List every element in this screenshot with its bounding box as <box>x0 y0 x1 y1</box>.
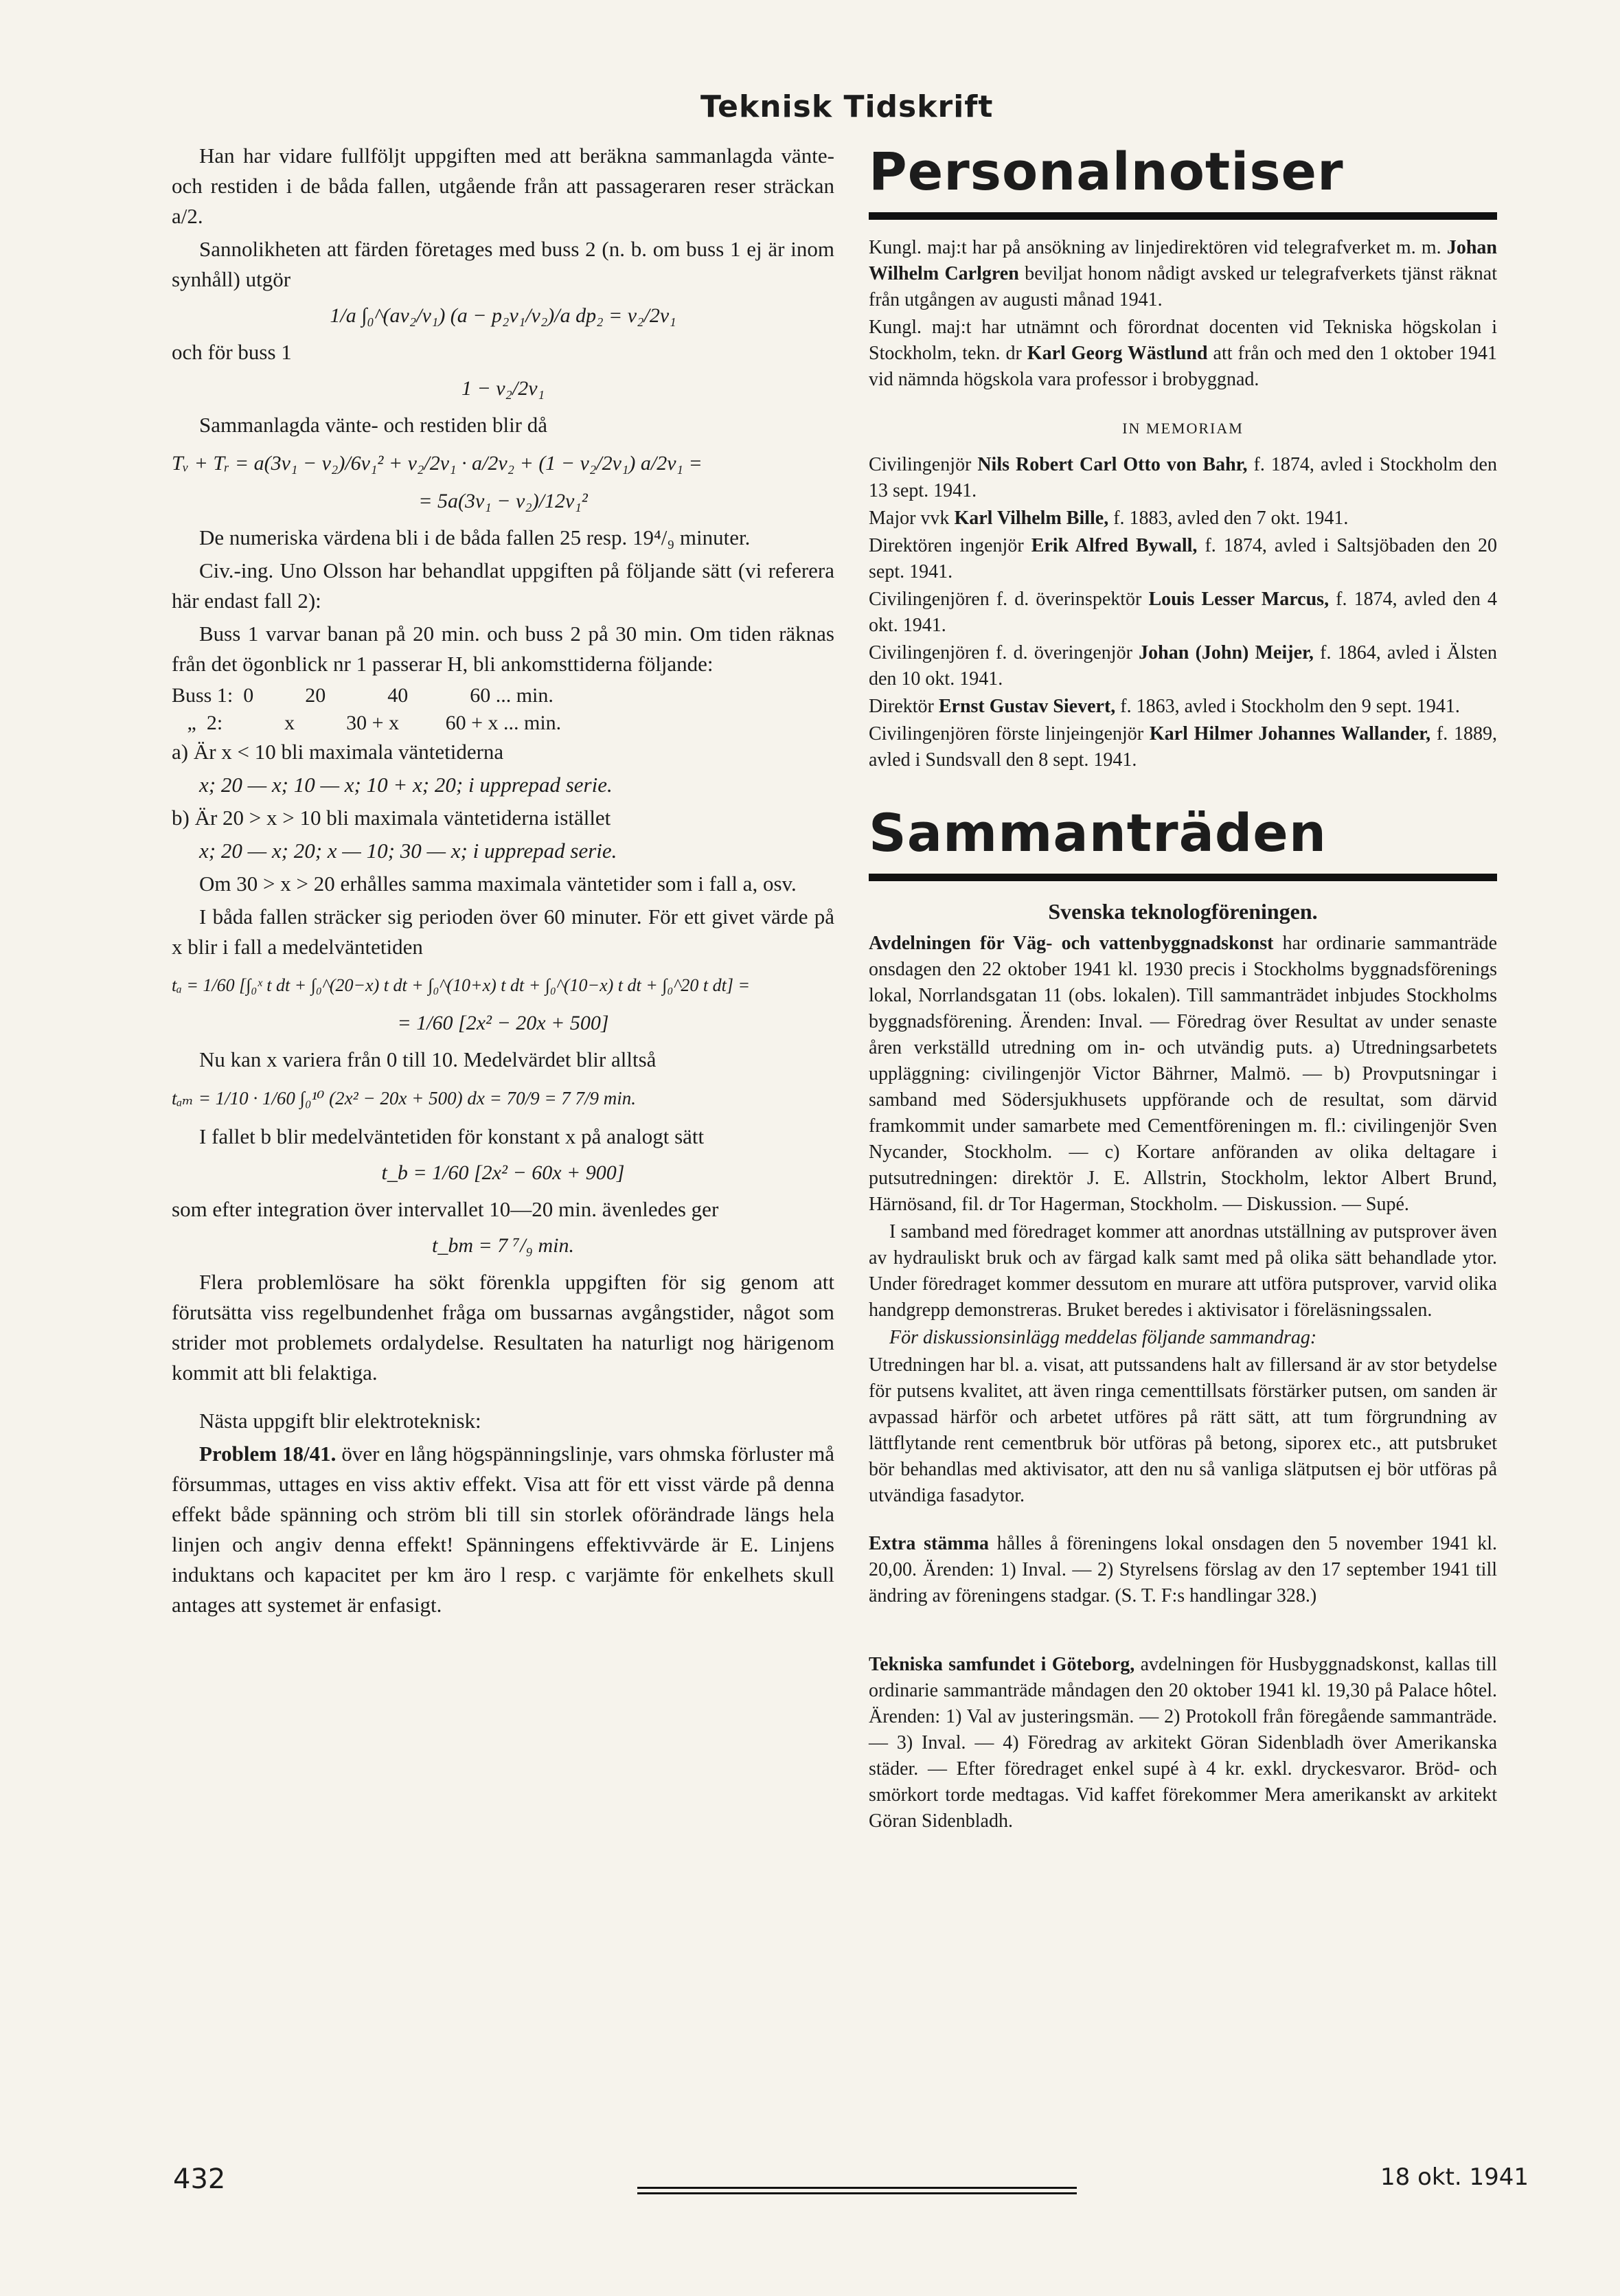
meeting-notice: Utredningen har bl. a. visat, att putssandens halt av fillersand är av stor betydelse för putsens kvalitet, att även ringa cementtillsats förstärker putsen, om sanden är avpassad härför och arbetet utföres på rätt sätt, att tum förgrundning av lättflytande rent cementbruk bör utföras på betong, siporex etc., att putsbruket bör behandlas med aktivisator, att den nu så vanliga slätputsen ej bör utföras på utvändiga fasadytor. <box>869 1354 1497 1506</box>
notice-text: beviljat honom nådigt avsked ur telegrafverkets tjänst räknat från utgången av augusti månad 1941. <box>869 263 1497 310</box>
obituary <box>869 640 1497 692</box>
section-rule <box>869 212 1497 220</box>
paragraph: och för buss 1 <box>172 340 292 364</box>
journal-title: Teknisk Tidskrift <box>700 89 994 124</box>
obituary-text: Civilingenjören f. d. överinspektör <box>869 589 1149 610</box>
obituary <box>869 505 1497 532</box>
obituary-text: Civilingenjören förste linjeingenjör <box>869 723 1150 745</box>
notice-text: Kungl. maj:t har på ansökning av linjedirektören vid telegrafverket m. m. <box>869 237 1447 258</box>
paragraph: Nästa uppgift blir elektroteknisk: <box>199 1409 481 1433</box>
obituary <box>869 533 1497 585</box>
paragraph: b) Är 20 > x > 10 bli maximala väntetiderna istället <box>172 806 611 830</box>
arrival-row: „ 2: x 30 + x 60 + x ... min. <box>172 712 562 734</box>
obituary <box>869 587 1497 639</box>
person-name: Johan (John) Meijer, <box>1139 642 1314 663</box>
paragraph: Sannolikheten att färden företages med buss 2 (n. b. om buss 1 ej är inom synhåll) utgör <box>172 237 834 291</box>
paragraph: Buss 1 varvar banan på 20 min. och buss 2 på 30 min. Om tiden räknas från det ögonblick nr 1 passerar H, bli ankomsttiderna följande: <box>172 622 834 676</box>
equation: = 1/60 [2x² − 20x + 500] <box>397 1012 609 1034</box>
organization-heading: Svenska teknologföreningen. <box>1048 899 1318 924</box>
paragraph: som efter integration över intervallet 10—20 min. ävenledes ger <box>172 1197 719 1221</box>
obituary-text: f. 1863, avled i Stockholm den 9 sept. 1941. <box>1115 696 1460 717</box>
paragraph: I fallet b blir medelväntetiden för konstant x på analogt sätt <box>199 1124 705 1148</box>
equation: = 5a(3v₁ − v₂)/12v₁² <box>418 490 588 512</box>
equation: tₐₘ = 1/10 · 1/60 ∫₀¹⁰ (2x² − 20x + 500) dx = 70/9 = 7 7/9 min. <box>172 1088 637 1109</box>
section-heading: Sammanträden <box>869 802 1327 863</box>
obituary-text: f. 1874, avled i Saltsjöbaden den 20 sept. 1941. <box>869 535 1497 582</box>
notice-text: att från och med den 1 oktober 1941 vid nämnda högskola vara professor i brobyggnad. <box>869 343 1498 390</box>
person-name: Karl Georg Wästlund <box>1027 343 1208 364</box>
equation: 1 − v₂/2v₁ <box>461 377 545 400</box>
section-heading: Personalnotiser <box>869 141 1344 202</box>
person-name: Karl Vilhelm Bille, <box>954 508 1109 529</box>
meeting-notice: I samband med föredraget kommer att anordnas utställning av putsprover även av hydrauliskt bruk och av färgad kalk samt med på olika sätt behandlade ytor. Under föredraget kommer dessutom en murare att utföra putsprover, varvid olika handgrepp demonstreras. Bruket beredes i aktivisator i föreläsningssalen. <box>869 1221 1497 1321</box>
paragraph: Han har vidare fullföljt uppgiften med att beräkna sammanlagda vänte- och restiden i de båda fallen, utgående från att passageraren reser sträckan a/2. <box>172 144 834 228</box>
paragraph: x; 20 — x; 10 — x; 10 + x; 20; i upprepad serie. <box>199 773 613 797</box>
equation: t_b = 1/60 [2x² − 60x + 900] <box>381 1161 625 1184</box>
obituary-text: Civilingenjör <box>869 454 978 475</box>
obituary <box>869 694 1497 720</box>
page-number: 432 <box>173 2163 226 2195</box>
arrival-row: Buss 1: 0 20 40 60 ... min. <box>172 684 554 707</box>
paragraph: Civ.-ing. Uno Olsson har behandlat uppgiften på följande sätt (vi referera här endast fall 2): <box>172 558 834 613</box>
obituary-text: f. 1889, avled i Sundsvall den 8 sept. 1941. <box>869 723 1497 771</box>
section-rule <box>869 874 1497 881</box>
notice <box>869 315 1497 393</box>
obituary-text: Direktören ingenjör <box>869 535 1031 556</box>
meeting-notice <box>869 1531 1497 1609</box>
meeting-text: har ordinarie sammanträde onsdagen den 22 oktober 1941 kl. 1930 precis i Stockholms byggnadsförenings lokal, Norrlandsgatan 11 (obs. lokalen). Till sammanträdet inbjudes Stockholms byggnadsförening. Ärenden: Inval. — Föredrag över Resultat av under senaste åren verkställd utredning om in- och utvändig puts. a) Utredningsarbetets uppläggning: civilingenjör Victor Bährner, Malmö. — b) Provputsningar i samband med Södersjukhusets uppförande och de resultat, som därvid framkommit under samarbete med Cementföreningen m. fl.: civilingenjör Sven Nycander, Stockholm. — c) Kortare anföranden av olika deltagare i putsutredningen: direktör J. E. Allstrin, Stockholm, lektor Albert Brund, Härnösand, fil. dr Tor Hagerman, Stockholm. — Diskussion. — Supé. <box>869 933 1497 1215</box>
issue-date: 18 okt. 1941 <box>1380 2163 1529 2191</box>
left-column <box>172 141 834 1623</box>
paragraph: x; 20 — x; 20; x — 10; 30 — x; i upprepad serie. <box>199 839 617 863</box>
memoriam-heading: IN MEMORIAM <box>1122 420 1244 437</box>
person-name: Nils Robert Carl Otto von Bahr, <box>977 454 1248 475</box>
person-name: Johan Wilhelm Carlgren <box>869 237 1497 284</box>
paragraph: a) Är x < 10 bli maximala väntetiderna <box>172 740 504 764</box>
notice-text: Kungl. maj:t har utnämnt och förordnat docenten vid Tekniska högskolan i Stockholm, tekn. dr <box>869 317 1497 364</box>
person-name: Ernst Gustav Sievert, <box>938 696 1116 717</box>
person-name: Erik Alfred Bywall, <box>1031 535 1198 556</box>
footer-rule <box>637 2187 1077 2189</box>
footer-rule <box>637 2192 1077 2194</box>
paragraph: Om 30 > x > 20 erhålles samma maximala väntetider som i fall a, osv. <box>199 872 797 896</box>
obituary <box>869 452 1497 504</box>
meeting-text: hålles å föreningens lokal onsdagen den 5 november 1941 kl. 20,00. Ärenden: 1) Inval. — 2) Styrelsens förslag av den 17 september 1941 till ändring av föreningens stadgar. (S. T. F:s handlingar 328.) <box>869 1533 1497 1606</box>
obituary-text: Major vvk <box>869 508 955 529</box>
obituary-text: f. 1874, avled i Stockholm den 13 sept. 1941. <box>869 454 1497 501</box>
meeting-name: Avdelningen för Väg- och vattenbyggnadskonst <box>869 933 1274 954</box>
meeting-notice <box>869 1652 1497 1834</box>
person-name: Karl Hilmer Johannes Wallander, <box>1149 723 1431 745</box>
obituary <box>869 721 1497 773</box>
meeting-notice <box>869 931 1497 1218</box>
notice <box>869 235 1497 313</box>
paragraph: Nu kan x variera från 0 till 10. Medelvärdet blir alltså <box>199 1047 657 1071</box>
equation: Tᵥ + Tᵣ = a(3v₁ − v₂)/6v₁² + v₂/2v₁ · a/2v₂ + (1 − v₂/2v₁) a/2v₁ = <box>172 452 703 475</box>
equation: 1/a ∫₀^(av₂/v₁) (a − p₂v₁/v₂)/a dp₂ = v₂/2v₁ <box>330 304 676 327</box>
right-column <box>869 141 1497 1836</box>
meeting-notice: För diskussionsinlägg meddelas följande sammandrag: <box>889 1327 1317 1348</box>
obituary-text: f. 1874, avled den 4 okt. 1941. <box>869 589 1497 636</box>
obituary-text: f. 1864, avled i Älsten den 10 okt. 1941. <box>869 642 1498 690</box>
meeting-name: Extra stämma <box>869 1533 990 1554</box>
obituary-text: f. 1883, avled den 7 okt. 1941. <box>1108 508 1349 529</box>
paragraph: Flera problemlösare ha sökt förenkla uppgiften för sig genom att förutsätta viss regelbundenhet fråga om bussarnas avgångstider, något som strider mot problemets ordalydelse. Resultaten ha naturligt nog härigenom kommit att bli felaktiga. <box>172 1270 834 1385</box>
paragraph: Sammanlagda vänte- och restiden blir då <box>199 413 548 437</box>
problem-label: Problem 18/41. <box>199 1442 336 1466</box>
person-name: Louis Lesser Marcus, <box>1148 589 1330 610</box>
paragraph: De numeriska värdena bli i de båda fallen 25 resp. 19⁴/₉ minuter. <box>199 525 751 549</box>
problem-text: över en lång högspänningslinje, vars ohmska förluster må försummas, uttages en viss aktiv effekt. Visa att för ett visst värde på denna effekt både spänning och ström bli till sin storlek oförändrade längs hela linjen och angiv denna effekt! Spänningens effektivvärde är E. Linjens induktans och kapacitet per km äro l resp. c varjämte för enkelhets skull antages att systemet är enfasigt. <box>172 1442 834 1617</box>
paragraph: I båda fallen sträcker sig perioden över 60 minuter. För ett givet värde på x blir i fall a medelväntetiden <box>172 905 834 959</box>
obituary-text: Civilingenjören f. d. överingenjör <box>869 642 1139 663</box>
equation: t_bm = 7 ⁷/₉ min. <box>432 1234 574 1257</box>
meeting-name: Tekniska samfundet i Göteborg, <box>869 1654 1135 1675</box>
paragraph <box>172 1439 834 1620</box>
equation: tₐ = 1/60 [∫₀ˣ t dt + ∫₀^(20−x) t dt + ∫₀^(10+x) t dt + ∫₀^(10−x) t dt + ∫₀^20 t dt] = <box>172 975 751 995</box>
obituary-text: Direktör <box>869 696 939 717</box>
meeting-text: avdelningen för Husbyggnadskonst, kallas till ordinarie sammanträde måndagen den 20 oktober 1941 kl. 19,30 på Palace hôtel. Ärenden: 1) Val av justeringsmän. — 2) Protokoll från föregående sammanträde. — 3) Inval. — 4) Föredrag av arkitekt Göran Sidenbladh över Amerikanska städer. — Efter föredraget enkel supé à 4 kr. exkl. dryckesvaror. Bröd- och smörkort torde medtagas. Vid kaffet förekommer Mera amerikanskt av arkitekt Göran Sidenbladh. <box>869 1654 1497 1832</box>
